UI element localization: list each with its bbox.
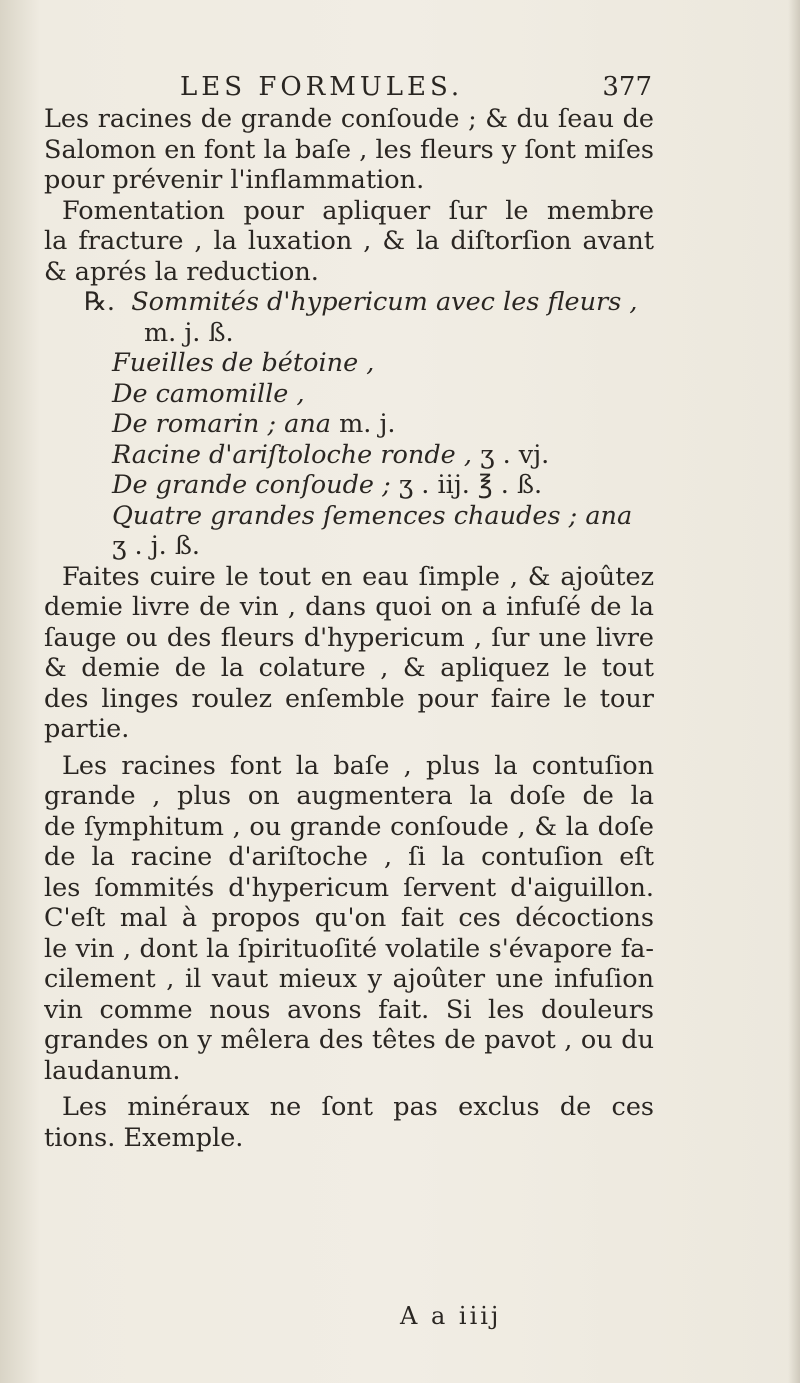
recipe-item-name: De grande conſoude ; <box>112 470 391 500</box>
text-line: le vin , dont la ſpirituoſité volatile s'évapore fa- <box>44 933 654 964</box>
signature-mark: A a iiij <box>400 1302 502 1330</box>
recipe-symbol: ℞. <box>84 287 115 317</box>
text-line: Les minéraux ne ſont pas exclus de ces <box>62 1092 654 1122</box>
text-line: C'eſt mal à propos qu'on fait ces décoctions <box>44 903 654 933</box>
recipe-item-name: Sommités d'hypericum avec les fleurs , <box>131 287 638 317</box>
recipe-item-name: Fueilles de bétoine , <box>112 348 375 378</box>
running-head: LES FORMULES. <box>180 72 464 102</box>
text-line: Faites cuire le tout en eau ſimple , & ajoûtez <box>62 561 654 592</box>
recipe-line <box>44 501 654 532</box>
recipe-line <box>44 409 654 440</box>
text-line: ſauge ou des fleurs d'hypericum , ſur une livre <box>44 622 654 653</box>
text-line: partie. <box>44 714 130 744</box>
recipe-line <box>44 287 654 318</box>
text-line: vin comme nous avons fait. Si les douleurs <box>44 994 654 1025</box>
text-line: de ſymphitum , ou grande conſoude , & la doſe <box>44 811 654 842</box>
text-line: cilement , il vaut mieux y ajoûter une infuſion <box>44 964 654 994</box>
text-line: la fracture , la luxation , & la diſtorſion avant <box>44 226 654 256</box>
text-line: pour prévenir l'inflammation. <box>44 165 425 195</box>
page-header <box>180 72 680 108</box>
recipe-line <box>44 531 654 562</box>
recipe-item-name: De romarin ; ana <box>112 409 331 439</box>
recipe-item-dose: m. j. ß. <box>144 317 234 348</box>
text-line: de la racine d'ariſtoche , ſi la contuſion eſt <box>44 842 654 872</box>
body-text <box>44 104 654 1153</box>
text-line: & demie de la colature , & apliquez le tout <box>44 653 654 683</box>
page-number: 377 <box>602 72 652 102</box>
recipe-item-dose: ʒ . iij. ℥ . ß. <box>398 470 543 500</box>
page-edge-shadow <box>788 0 800 1383</box>
text-line: laudanum. <box>44 1055 181 1086</box>
text-line: les ſommités d'hypericum ſervent d'aiguillon. <box>44 872 654 903</box>
text-line: Fomentation pour apliquer ſur le membre <box>62 195 654 226</box>
text-line: grandes on y mêlera des têtes de pavot , ou du <box>44 1025 654 1055</box>
text-line: des linges roulez enſemble pour faire le tour <box>44 683 654 714</box>
text-line: & aprés la reduction. <box>44 256 319 287</box>
recipe-item-dose: ʒ . vj. <box>480 439 550 470</box>
recipe-line <box>44 348 654 379</box>
recipe-line <box>44 318 654 349</box>
recipe-line <box>44 440 654 471</box>
text-line: tions. Exemple. <box>44 1122 244 1153</box>
recipe-item-name: De camomille , <box>112 378 305 409</box>
text-line: grande , plus on augmentera la doſe de la <box>44 781 654 811</box>
recipe-line <box>44 470 654 501</box>
text-line: Les racines font la baſe , plus la contuſion <box>62 750 654 781</box>
recipe-item-dose: ʒ . j. ß. <box>112 531 200 561</box>
recipe-item-dose: m. j. <box>339 409 396 439</box>
recipe-item-name: Quatre grandes ſemences chaudes ; ana <box>112 500 633 531</box>
text-line: Salomon en font la baſe , les fleurs y ſont miſes <box>44 134 654 165</box>
recipe-line <box>44 379 654 410</box>
text-line: demie livre de vin , dans quoi on a infuſé de la <box>44 592 654 622</box>
text-line: Les racines de grande conſoude ; & du ſeau de <box>44 104 654 134</box>
recipe-item-name: Racine d'ariſtoloche ronde , <box>112 439 472 470</box>
